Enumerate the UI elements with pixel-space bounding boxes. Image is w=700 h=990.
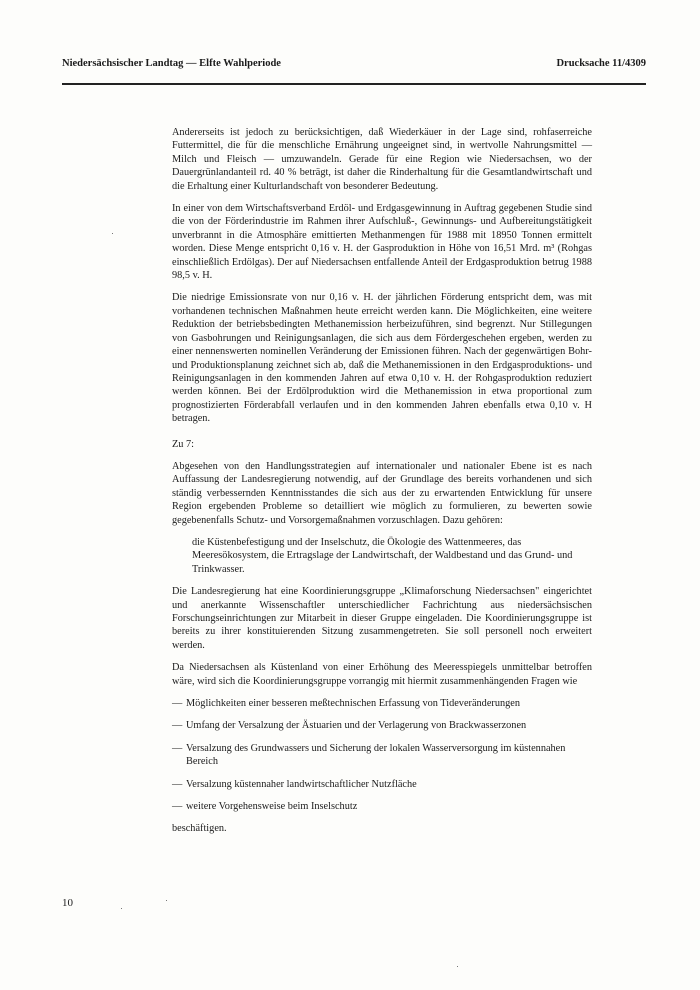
header-title: Niedersächsischer Landtag — Elfte Wahlperiode [62, 58, 281, 69]
list-item-text: Möglichkeiten einer besseren meßtechnischen Erfassung von Tideveränderungen [186, 698, 520, 710]
list-item [172, 697, 592, 710]
document-body [172, 126, 592, 845]
paragraph: In einer von dem Wirtschaftsverband Erdöl- und Erdgasgewinnung in Auftrag gegebenen Studie sind die von der Förderindustrie im Rahmen ihrer Aufschluß-, Gewinnungs- und Aufbereitungstätigkeit unverbrannt in die Atmosphäre emittierten Methanmengen für 1988 mit 18950 Tonnen ermittelt worden. Diese Menge entspricht 0,16 v. H. der Gasproduktion in Höhe von 16,51 Mrd. m³ (Rohgas einschließlich Erdölgas). Der auf Niedersachsen entfallende Anteil der Erdgasproduktion betrug 1988 98,5 v. H. [172, 203, 592, 282]
dash-marker: — [172, 742, 183, 754]
document-number: Drucksache 11/4309 [556, 58, 646, 69]
dash-marker: — [172, 720, 183, 732]
page-number: 10 [62, 897, 73, 909]
list-item-text: weitere Vorgehensweise beim Inselschutz [186, 801, 358, 813]
list-item [172, 800, 592, 813]
dash-marker: — [172, 698, 183, 710]
list-item [172, 719, 592, 732]
closing-line: beschäftigen. [172, 823, 227, 835]
scan-speck [112, 233, 113, 234]
dash-marker: — [172, 801, 183, 813]
page-header [62, 58, 646, 69]
scan-speck [121, 908, 122, 909]
scan-speck [166, 900, 167, 901]
paragraph: Andererseits ist jedoch zu berücksichtigen, daß Wiederkäuer in der Lage sind, rohfaserreiche Futtermittel, die für die menschliche Ernährung ungeeignet sind, in wertvolle Nahrungsmittel — Milch und Fleisch — umzuwandeln. Gerade für eine Region wie Niedersachsen, wo der Dauergrünlandanteil rd. 40 % beträgt, ist daher die Rinderhaltung für die Gesamtlandwirtschaft und die Erhaltung einer Kulturlandschaft von besonderer Bedeutung. [172, 127, 592, 192]
topic-list [172, 697, 592, 813]
scan-speck [457, 966, 458, 967]
paragraph: Die Landesregierung hat eine Koordinierungsgruppe „Klimaforschung Niedersachsen" eingerichtet und anerkannte Wissenschaftler unterschiedlicher Fachrichtung aus niedersächsischen Forschungseinrichtungen zur Mitarbeit in dieser Gruppe eingeladen. Die Koordinierungsgruppe ist bereits zu ihrer konstituierenden Sitzung zusammengetreten. Sie soll personell noch erweitert werden. [172, 586, 592, 651]
list-item-text: Versalzung küstennaher landwirtschaftlicher Nutzfläche [186, 778, 417, 790]
dash-marker: — [172, 778, 183, 790]
list-item-text: Umfang der Versalzung der Ästuarien und der Verlagerung von Brackwasserzonen [186, 720, 527, 732]
paragraph: Abgesehen von den Handlungsstrategien auf internationaler und nationaler Ebene ist es nach Auffassung der Landesregierung notwendig, auf der Grundlage des bereits vorhandenen und sich ständig verbessernden Kenntnisstandes die sich aus der zu erwartenden Entwicklung für unsere Region ergebenden Probleme so detailliert wie möglich zu formulieren, zu bewerten sowie gegebenenfalls Schutz- und Vorsorgemaßnahmen vorzuschlagen. Dazu gehören: [172, 460, 592, 526]
paragraph: Da Niedersachsen als Küstenland von einer Erhöhung des Meeresspiegels unmittelbar betroffen wäre, wird sich die Koordinierungsgruppe vorrangig mit hiermit zusammenhängenden Fragen wie [172, 662, 592, 687]
list-item [172, 778, 592, 791]
header-rule [62, 83, 646, 85]
list-item-text: Versalzung des Grundwassers und Sicherung der lokalen Wasserversorgung im küstennahen Bereich [186, 742, 566, 768]
section-label: Zu 7: [172, 438, 195, 450]
list-item [172, 742, 592, 769]
indented-paragraph: die Küstenbefestigung und der Inselschutz, die Ökologie des Wattenmeeres, das Meeresökosystem, die Ertragslage der Landwirtschaft, der Waldbestand und das Grund- und Trinkwasser. [192, 536, 573, 575]
paragraph: Die niedrige Emissionsrate von nur 0,16 v. H. der jährlichen Förderung entspricht dem, was mit vorhandenen technischen Maßnahmen heute erreicht werden kann. Die Möglichkeiten, eine weitere Reduktion der betriebsbedingten Methanemission herbeizuführen, sind begrenzt. Nur Stillegungen von Gasbohrungen und Reinigungsanlagen, die sich aus dem Fördergeschehen ergeben, werden zu einer nennenswerten nominellen Veränderung der Emissionen führen. Nach der gegenwärtigen Bohr- und Produktionsplanung zeichnet sich ab, daß die Methanemissionen in den Erdgasproduktions- und Reinigungsanlagen in den kommenden Jahren auf etwa 0,10 v. H. der Rohgasproduktion reduziert werden können. Bei der Erdölproduktion wird die Methanemission in etwa proportional zum prognostizierten Förderabfall verlaufen und in den kommenden Jahren ebenfalls etwa 0,10 v. H betragen. [172, 292, 592, 425]
